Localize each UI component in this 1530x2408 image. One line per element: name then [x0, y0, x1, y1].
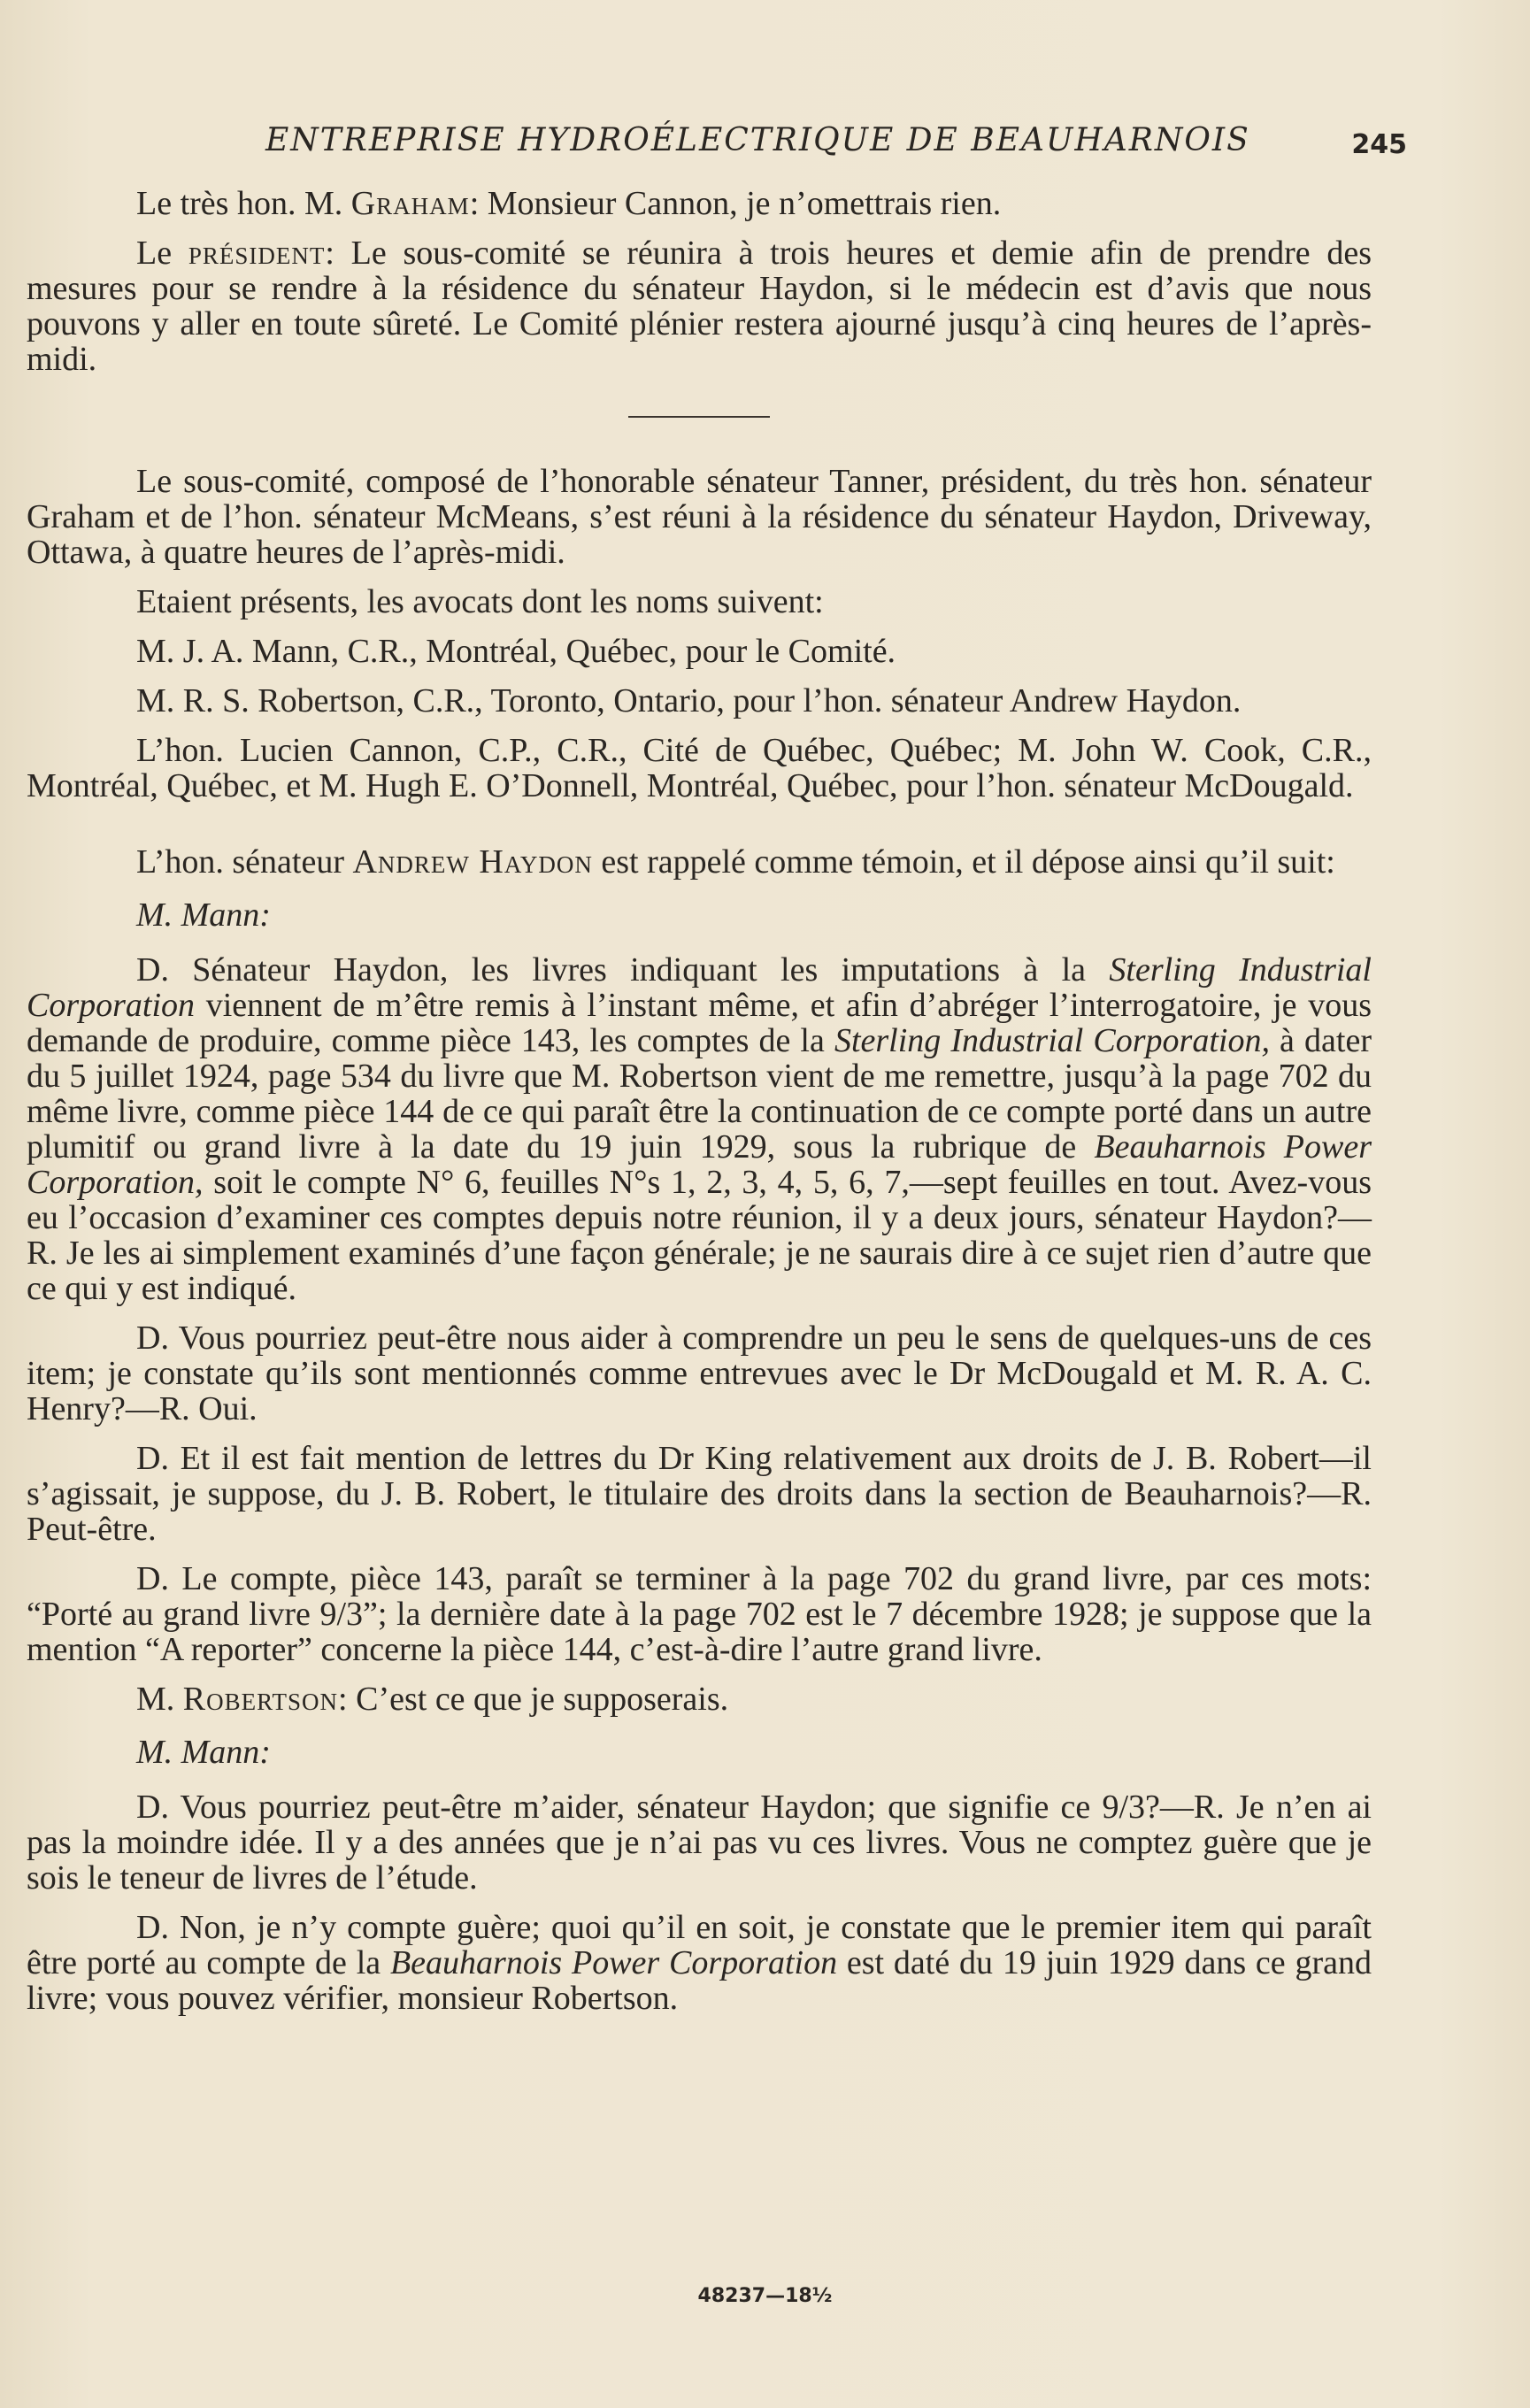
speaker-heading-mann-2: M. Mann: [136, 1734, 271, 1771]
paragraph-question-ledger: D. Le compte, pièce 143, paraît se terminer à la page 702 du grand livre, par ces mots: “Porté au grand livre 9/3”; la dernière date à la page 702 est le 7 décembre 1928; je suppose que la mention “A reporter” concerne la pièce 144, c’est-à-dire l’autre grand livre. [27, 1560, 1372, 1668]
print-signature: 48237—18½ [697, 2285, 833, 2307]
paragraph-question-letters: D. Et il est fait mention de lettres du Dr King relativement aux droits de J. B. Robert—il s’agissait, je suppose, du J. B. Robert, le titulaire des droits dans la section de Beauharnois?—R. Peut-être. [27, 1440, 1372, 1548]
paragraph-mann: M. J. A. Mann, C.R., Montréal, Québec, pour le Comité. [136, 633, 896, 670]
paragraph-question-first-item: D. Non, je n’y compte guère; quoi qu’il en soit, je constate que le premier item qui paraît être porté au compte de la Beauharnois Power Corporation est daté du 19 juin 1929 dans ce grand livre; vous pouvez vérifier, monsieur Robertson. [27, 1909, 1372, 2017]
paragraph-question-books: D. Sénateur Haydon, les livres indiquant les imputations à la Sterling Industrial Corporation viennent de m’être remis à l’instant même, et afin d’abréger l’interrogatoire, je vous demande de produire, comme pièce 143, les comptes de la Sterling Industrial Corporation, à dater du 5 juillet 1924, page 534 du livre que M. Robertson vient de me remettre, jusqu’à la page 702 du même livre, comme pièce 144 de ce qui paraît être la continuation de ce compte porté dans un autre plumitif ou grand livre à la date du 19 juin 1929, sous la rubrique de Beauharnois Power Corporation, soit le compte N° 6, feuilles N°s 1, 2, 3, 4, 5, 6, 7,—sept feuilles en tout. Avez-vous eu l’occasion d’examiner ces comptes depuis notre réunion, il y a deux jours, sénateur Haydon?—R. Je les ai simplement examinés d’une façon générale; je ne saurais dire à ce sujet rien d’autre que ce qui y est indiqué. [27, 951, 1372, 1307]
paragraph-robertson: M. R. S. Robertson, C.R., Toronto, Ontario, pour l’hon. sénateur Andrew Haydon. [136, 682, 1242, 719]
section-divider [628, 416, 770, 418]
running-header [265, 122, 1407, 158]
page-number: 245 [1351, 129, 1407, 160]
paragraph-president: Le président: Le sous-comité se réunira à trois heures et demie afin de prendre des mesures pour se rendre à la résidence du sénateur Haydon, si le médecin est d’avis que nous pouvons y aller en toute sûreté. Le Comité plénier restera ajourné jusqu’à cinq heures de l’après-midi. [27, 235, 1372, 378]
paragraph-graham: Le très hon. M. Graham: Monsieur Cannon, je n’omettrais rien. [136, 185, 1002, 222]
page-body [27, 186, 1372, 2030]
header-title: ENTREPRISE HYDROÉLECTRIQUE DE BEAUHARNOIS [265, 122, 1250, 158]
paragraph-present: Etaient présents, les avocats dont les noms suivent: [136, 583, 824, 620]
paragraph-cannon: L’hon. Lucien Cannon, C.P., C.R., Cité de Québec, Québec; M. John W. Cook, C.R., Montréal, Québec, et M. Hugh E. O’Donnell, Montréal, Québec, pour l’hon. sénateur McDougald. [27, 732, 1372, 804]
paragraph-question-items: D. Vous pourriez peut-être nous aider à comprendre un peu le sens de quelques-uns de ces item; je constate qu’ils sont mentionnés comme entrevues avec le Dr McDougald et M. R. A. C. Henry?—R. Oui. [27, 1319, 1372, 1427]
paragraph-question-9-3: D. Vous pourriez peut-être m’aider, sénateur Haydon; que signifie ce 9/3?—R. Je n’en ai pas la moindre idée. Il y a des années que je n’ai pas vu ces livres. Vous ne comptez guère que je sois le teneur de livres de l’étude. [27, 1789, 1372, 1896]
paragraph-robertson-reply: M. Robertson: C’est ce que je supposerais. [136, 1681, 729, 1718]
paragraph-witness: L’hon. sénateur Andrew Haydon est rappelé comme témoin, et il dépose ainsi qu’il suit: [136, 843, 1335, 881]
paragraph-subcommittee: Le sous-comité, composé de l’honorable sénateur Tanner, président, du très hon. sénateur Graham et de l’hon. sénateur McMeans, s’est réuni à la résidence du sénateur Haydon, Driveway, Ottawa, à quatre heures de l’après-midi. [27, 463, 1372, 571]
speaker-heading-mann: M. Mann: [136, 896, 271, 934]
